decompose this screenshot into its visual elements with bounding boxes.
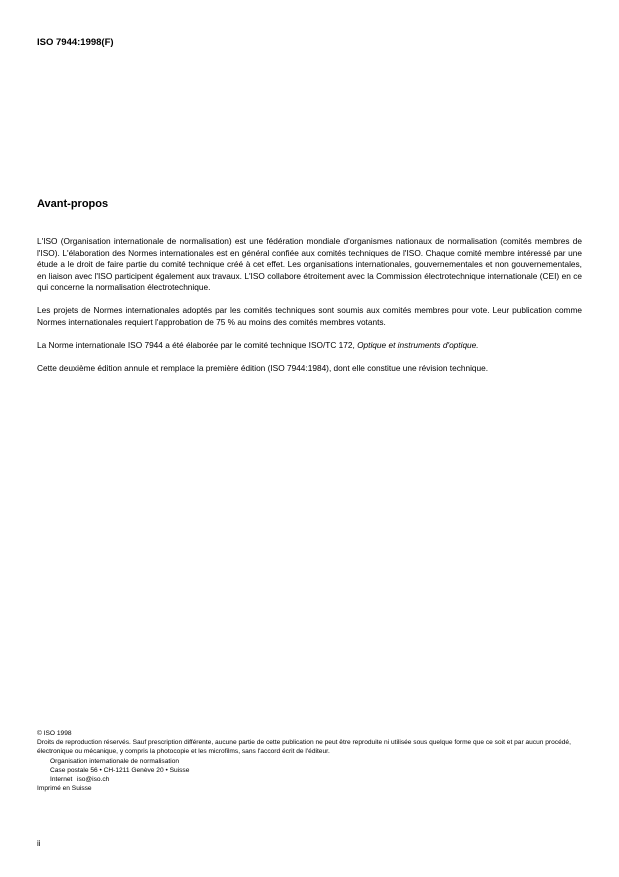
- org-name: Organisation internationale de normalisation: [50, 757, 180, 765]
- section-title: Avant-propos: [37, 198, 109, 210]
- paragraph-2: Les projets de Normes internationales adoptés par les comités techniques sont soumis aux comités membres pour vote. Leur publication comme Normes internationales requiert l'approbation de 75 % au moins des comités membres votants.: [37, 305, 582, 327]
- postal-address: Case postale 56 • CH-1211 Genève 20 • Suisse: [50, 766, 190, 774]
- paragraph-3-italic: Optique et instruments d'optique.: [357, 339, 479, 350]
- foreword-body: [37, 236, 582, 386]
- rights-notice: Droits de reproduction réservés. Sauf prescription différente, aucune partie de cette publication ne peut être reproduite ni utilisée sous quelque forme que ce soit et par aucun procédé, électronique ou mécanique, y compris la photocopie et les microfilms, sans l'accord écrit de l'éditeur.: [37, 739, 571, 756]
- internet-label: Internet: [50, 776, 73, 784]
- document-id: ISO 7944:1998(F): [37, 37, 114, 48]
- internet-line: [37, 775, 582, 784]
- internet-email: iso@iso.ch: [77, 776, 110, 784]
- printed-in: Imprimé en Suisse: [37, 785, 92, 793]
- copyright-footer: [37, 729, 582, 793]
- paragraph-1: L'ISO (Organisation internationale de normalisation) est une fédération mondiale d'organismes nationaux de normalisation (comités membres de l'ISO). L'élaboration des Normes internationales est en général confiée aux comités techniques de l'ISO. Chaque comité membre intéressé par une étude a le droit de faire partie du comité technique créé à cet effet. Les organisations internationales, gouvernementales et non gouvernementales, en liaison avec l'ISO participent également aux travaux. L'ISO collabore étroitement avec la Commission électrotechnique internationale (CEI) en ce qui concerne la normalisation électrotechnique.: [37, 236, 582, 293]
- paragraph-3: [37, 340, 582, 352]
- copyright-line: © ISO 1998: [37, 730, 72, 737]
- page-number: ii: [37, 839, 41, 848]
- paragraph-3-text: La Norme internationale ISO 7944 a été élaborée par le comité technique ISO/TC 172,: [37, 339, 358, 350]
- paragraph-4: Cette deuxième édition annule et remplace la première édition (ISO 7944:1984), dont elle constitue une révision technique.: [37, 362, 489, 373]
